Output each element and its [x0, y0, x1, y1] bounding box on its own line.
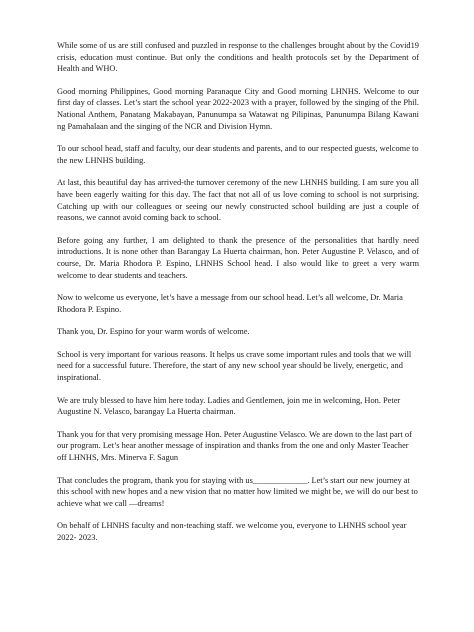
paragraph-introductions: Before going any further, I am delighted to thank the presence of the personalities that hardly need introductions. It is none other than Barangay La Huerta chairman, hon. Peter Augustine P. Velasco, and of course, Dr. Maria Rhodora P. Espino, LHNHS School head. I also would like to greet a very warm welcome to dear students and teachers.	[57, 235, 419, 280]
paragraph-thank-espino: Thank you, Dr. Espino for your warm words of welcome.	[57, 327, 250, 337]
paragraph-closing-welcome: On behalf of LHNHS faculty and non-teaching staff. we welcome you, everyone to LHNHS school year 2022- 2023.	[57, 521, 407, 542]
paragraph-covid-intro: While some of us are still confused and puzzled in response to the challenges brought about by the Covid19 crisis, education must continue. But only the conditions and health protocols set by the Department of Health and WHO.	[57, 41, 419, 74]
paragraph-welcome-building: To our school head, staff and faculty, our dear students and parents, and to our respected guests, welcome to the new LHNHS building.	[57, 144, 419, 165]
paragraph-school-importance: School is very important for various reasons. It helps us crave some important rules and tools that we will need for a successful future. Therefore, the start of any new school year should be lively, energetic, and inspirational.	[57, 349, 412, 383]
paragraph-good-morning: Good morning Philippines, Good morning Paranaque City and Good morning LHNHS. Welcome to our first day of classes. Let’s start the school year 2022-2023 with a prayer, followed by the singing of the Phil. National Anthem, Panatang Makabayan, Panunumpa sa Watawat ng Pilipinas, Panunumpa Bilang Kawani ng Pamahalaan and the singing of the NCR and Division Hymn.	[57, 86, 419, 131]
paragraph-turnover-ceremony: At last, this beautiful day has arrived-the turnover ceremony of the new LHNHS building. I am sure you all have been eagerly waiting for this day. The fact that not all of us love coming to school is not surprising. Catching up with our colleagues or seeing our newly constructed school building are just a couple of reasons, we cannot avoid coming back to school.	[57, 178, 419, 223]
paragraph-welcome-velasco: We are truly blessed to have him here today. Ladies and Gentlemen, join me in welcoming, Hon. Peter Augustine N. Velasco, barangay La Huerta chairman.	[57, 395, 401, 417]
paragraph-thank-velasco: Thank you for that very promising message Hon. Peter Augustine Velasco. We are down to the last part of our program. Let’s hear another message of inspiration and thanks from the one and only Master Teacher off LHNHS, Mrs. Minerva F. Sagun	[57, 429, 412, 463]
document-body	[57, 40, 419, 555]
paragraph-program-conclusion: That concludes the program, thank you for staying with us_____________. Let’s start our new journey at this school with new hopes and a new vision that no matter how limited we might be, we will do our best to achieve what we call —dreams!	[57, 475, 418, 508]
paragraph-school-head-message: Now to welcome us everyone, let’s have a message from our school head. Let’s all welcome, Dr. Maria Rhodora P. Espino.	[57, 293, 403, 314]
